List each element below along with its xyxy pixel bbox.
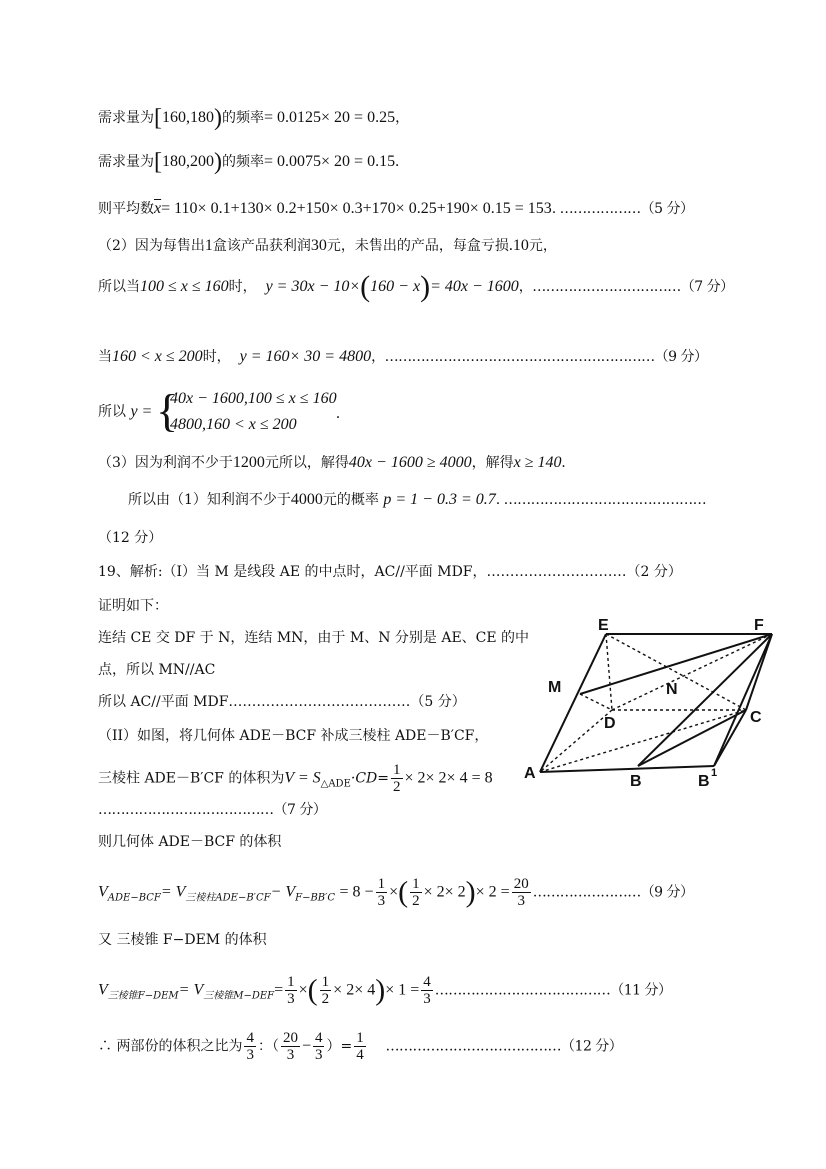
- piecewise-end: .: [336, 405, 340, 422]
- equation: y = 30x − 10×: [265, 278, 361, 295]
- times: ×: [298, 981, 308, 999]
- equation: × 2 =: [475, 883, 510, 901]
- equation: V = S: [284, 769, 321, 787]
- score-7: …………………………………（7 分）: [98, 802, 327, 818]
- condition: 100 ≤ x ≤ 160: [140, 278, 229, 295]
- text: .: [561, 454, 566, 471]
- text: 所以: [98, 404, 126, 420]
- number: 1: [204, 237, 213, 254]
- proof-line-2: 点，所以 MN//AC: [98, 662, 216, 678]
- label-B1-sup: 1: [711, 767, 718, 779]
- equation: × 1 =: [385, 981, 420, 999]
- piecewise-case-2: 4800,160 < x ≤ 200: [170, 416, 297, 433]
- equation: × 2× 4: [333, 981, 376, 999]
- edge-ED: [606, 634, 612, 710]
- part3-intro: [98, 453, 566, 473]
- text: 元，未售出的产品，每盒亏损: [326, 238, 509, 254]
- equation: × 2× 2: [423, 883, 466, 901]
- fraction: $\frac{1}{3}$: [377, 876, 386, 909]
- part2-case1: 所以当100 ≤ x ≤ 160时， y = 30x − 10×(160 − x)= 40x − 1600，……………………………（7 分）: [98, 270, 734, 303]
- text: 则平均数: [98, 201, 154, 217]
- text: 三棱柱 ADE－B′CF 的体积为: [98, 770, 285, 787]
- equation: x ≥ 140: [513, 454, 562, 471]
- text: 元所以，解得: [264, 455, 349, 471]
- subscript: △ADE: [320, 778, 351, 790]
- minus: −: [301, 1037, 311, 1055]
- y-equals: y =: [130, 403, 153, 420]
- text: 所以当: [98, 279, 140, 295]
- condition: 160 < x ≤ 200: [112, 348, 203, 365]
- score-dots: ……………………（9 分）: [532, 884, 694, 901]
- label-B: B: [630, 773, 642, 790]
- equation: = 0.0125× 20 = 0.25: [264, 109, 396, 126]
- fraction: $\frac{4}{3}$: [423, 974, 431, 1007]
- subscript: ADE−BCF: [107, 892, 161, 904]
- proof-line-1: 连结 CE 交 DF 于 N，连结 MN，由于 M、N 分别是 AE、CE 的中: [98, 630, 530, 646]
- edge-DA: [540, 710, 612, 772]
- left-brace: {: [156, 385, 179, 436]
- equation: p = 1 − 0.3 = 0.7: [383, 491, 496, 508]
- number: 30: [310, 237, 327, 254]
- score-dots: …………………………………（12 分）: [385, 1038, 623, 1055]
- equation: =: [274, 981, 284, 999]
- text: 需求量为: [98, 154, 154, 170]
- text: 元的概率: [322, 492, 379, 508]
- number: .10: [508, 237, 529, 254]
- text: ·CD=: [350, 770, 389, 787]
- edge-MD: [580, 694, 612, 710]
- interval: 160,180: [162, 109, 214, 126]
- v: V: [98, 883, 108, 901]
- label-D: D: [604, 715, 616, 732]
- prism-figure: [518, 612, 778, 822]
- text: ，: [395, 110, 410, 126]
- score-dots: …………………………………（11 分）: [434, 982, 672, 999]
- equation: y = 160× 30 = 4800: [239, 348, 372, 365]
- edge-FB1: [714, 634, 772, 766]
- label-A: A: [524, 765, 536, 782]
- edge-EC: [606, 634, 746, 710]
- score-dots: ，……………………………………………………（9 分）: [371, 349, 708, 365]
- part2-case2: [98, 347, 707, 367]
- subscript: 三棱锥F−DEM: [107, 990, 179, 1002]
- text: ，解得: [471, 455, 514, 471]
- edge-FB: [638, 634, 772, 766]
- pyramid-label: 又 三棱锥 F−DEM 的体积: [98, 932, 267, 948]
- text: ）=: [326, 1038, 353, 1055]
- label-B1: B: [698, 773, 710, 790]
- fraction: $\frac{20}{3}$: [282, 1030, 298, 1063]
- part2-construct: （II）如图，将几何体 ADE－BCF 补成三棱柱 ADE－B′CF，: [98, 728, 489, 744]
- text: ∴ 两部份的体积之比为: [98, 1038, 243, 1055]
- q19-header: 19、解析:（I）当 M 是线段 AE 的中点时，AC//平面 MDF，…………………………（2 分）: [98, 564, 682, 580]
- edge-DF: [612, 634, 772, 710]
- fraction: $\frac{4}{3}$: [246, 1030, 254, 1063]
- equation: 40x − 1600 ≥ 4000: [348, 454, 472, 471]
- subscript: F−BB′C: [295, 892, 336, 904]
- text: 盒该产品获利润: [212, 238, 311, 254]
- score-dots: . ………………………………………: [495, 492, 707, 508]
- x-bar: $\overline{x}$: [154, 200, 162, 217]
- part3-prob: [128, 490, 706, 510]
- label-N: N: [666, 681, 678, 698]
- equation: = V: [178, 981, 204, 999]
- piecewise-case-1: 40x − 1600,100 ≤ x ≤ 160: [170, 390, 337, 407]
- fraction: $\frac{20}{3}$: [513, 876, 529, 909]
- label-C: C: [750, 709, 762, 726]
- number: 4000: [290, 491, 323, 508]
- mean-line: [98, 199, 694, 219]
- label-E: E: [598, 617, 609, 634]
- part2-intro: [98, 236, 557, 256]
- v: V: [98, 981, 108, 999]
- equation: = 8 −: [339, 883, 374, 901]
- times: ×: [389, 883, 399, 901]
- text: 元，: [528, 238, 557, 254]
- solid-volume-label: 则几何体 ADE－BCF 的体积: [98, 834, 282, 850]
- text: 所以由（1）知利润不少于: [128, 492, 291, 508]
- number: 1200: [232, 454, 265, 471]
- edge-AB1: [540, 766, 714, 772]
- text: 需求量为: [98, 110, 154, 126]
- equation: = V: [160, 883, 186, 901]
- equation: − V: [270, 883, 296, 901]
- text: 当: [98, 349, 112, 365]
- equation: × 2× 2× 4 = 8: [404, 769, 493, 787]
- subscript: 三棱柱ADE−B′CF: [185, 892, 271, 904]
- proof-start: 证明如下：: [98, 598, 168, 614]
- solid-volume-eq: $V_{ADE-BCF}= V_{三棱柱ADE-B'CF}- V_{F-BB'C} = 8$ − $\frac{1}{3}$ ×( $\frac{1}{2}$ × 2× 2)× 2 = $\frac{20}{3}$ ……………………（9 分）: [98, 875, 694, 909]
- score-12: （12 分）: [98, 530, 163, 546]
- edge-FC: [746, 634, 772, 710]
- text: （3）因为利润不少于: [98, 455, 233, 471]
- text: 的频率: [222, 154, 264, 170]
- ratio-line: [98, 1030, 622, 1063]
- subscript: 三棱锥M−DEF: [203, 990, 275, 1002]
- proof-line-3: 所以 AC//平面 MDF…………………………………（5 分）: [98, 694, 466, 710]
- label-M: M: [548, 679, 562, 696]
- fraction: $\frac{1}{2}$: [393, 762, 401, 795]
- score-dots: ，……………………………（7 分）: [518, 279, 734, 295]
- interval: 180,200: [162, 153, 214, 170]
- text: （2）因为每售出: [98, 238, 205, 254]
- prism-volume: [98, 762, 493, 795]
- score-dots: . ………………（5 分）: [551, 201, 694, 217]
- text: 时，: [202, 349, 231, 365]
- equation: = 40x − 1600: [430, 278, 519, 295]
- fraction: $\frac{1}{2}$: [412, 876, 420, 909]
- fraction: $\frac{1}{4}$: [356, 1030, 364, 1063]
- text: 的频率: [222, 110, 264, 126]
- text: 时，: [228, 279, 257, 295]
- label-F: F: [754, 617, 764, 634]
- text: ：（: [257, 1038, 279, 1055]
- fraction: $\frac{4}{3}$: [314, 1030, 323, 1063]
- freq-line-160-180: 需求量为[160,180)的频率= 0.0125× 20 = 0.25，: [98, 105, 410, 131]
- fraction: $\frac{1}{2}$: [321, 974, 330, 1007]
- pyramid-volume-eq: $V_{三棱锥F-DEM}= V_{三棱锥M-DEF}=$ $\frac{1}{3}$ ×( $\frac{1}{2}$ × 2× 4)× 1 = $\frac{4}{3}$ …………………………………（11 分）: [98, 973, 672, 1007]
- equation: = 110× 0.1+130× 0.2+150× 0.3+170× 0.25+190× 0.15 = 153: [161, 200, 552, 217]
- text: .: [395, 153, 400, 170]
- piecewise-label: [98, 402, 152, 422]
- edge-EA: [540, 634, 606, 772]
- fraction: $\frac{1}{3}$: [287, 974, 295, 1007]
- equation-inner: 160 − x: [370, 278, 421, 295]
- freq-line-180-200: 需求量为[180,200)的频率= 0.0075× 20 = 0.15.: [98, 149, 400, 175]
- equation: = 0.0075× 20 = 0.15: [264, 153, 396, 170]
